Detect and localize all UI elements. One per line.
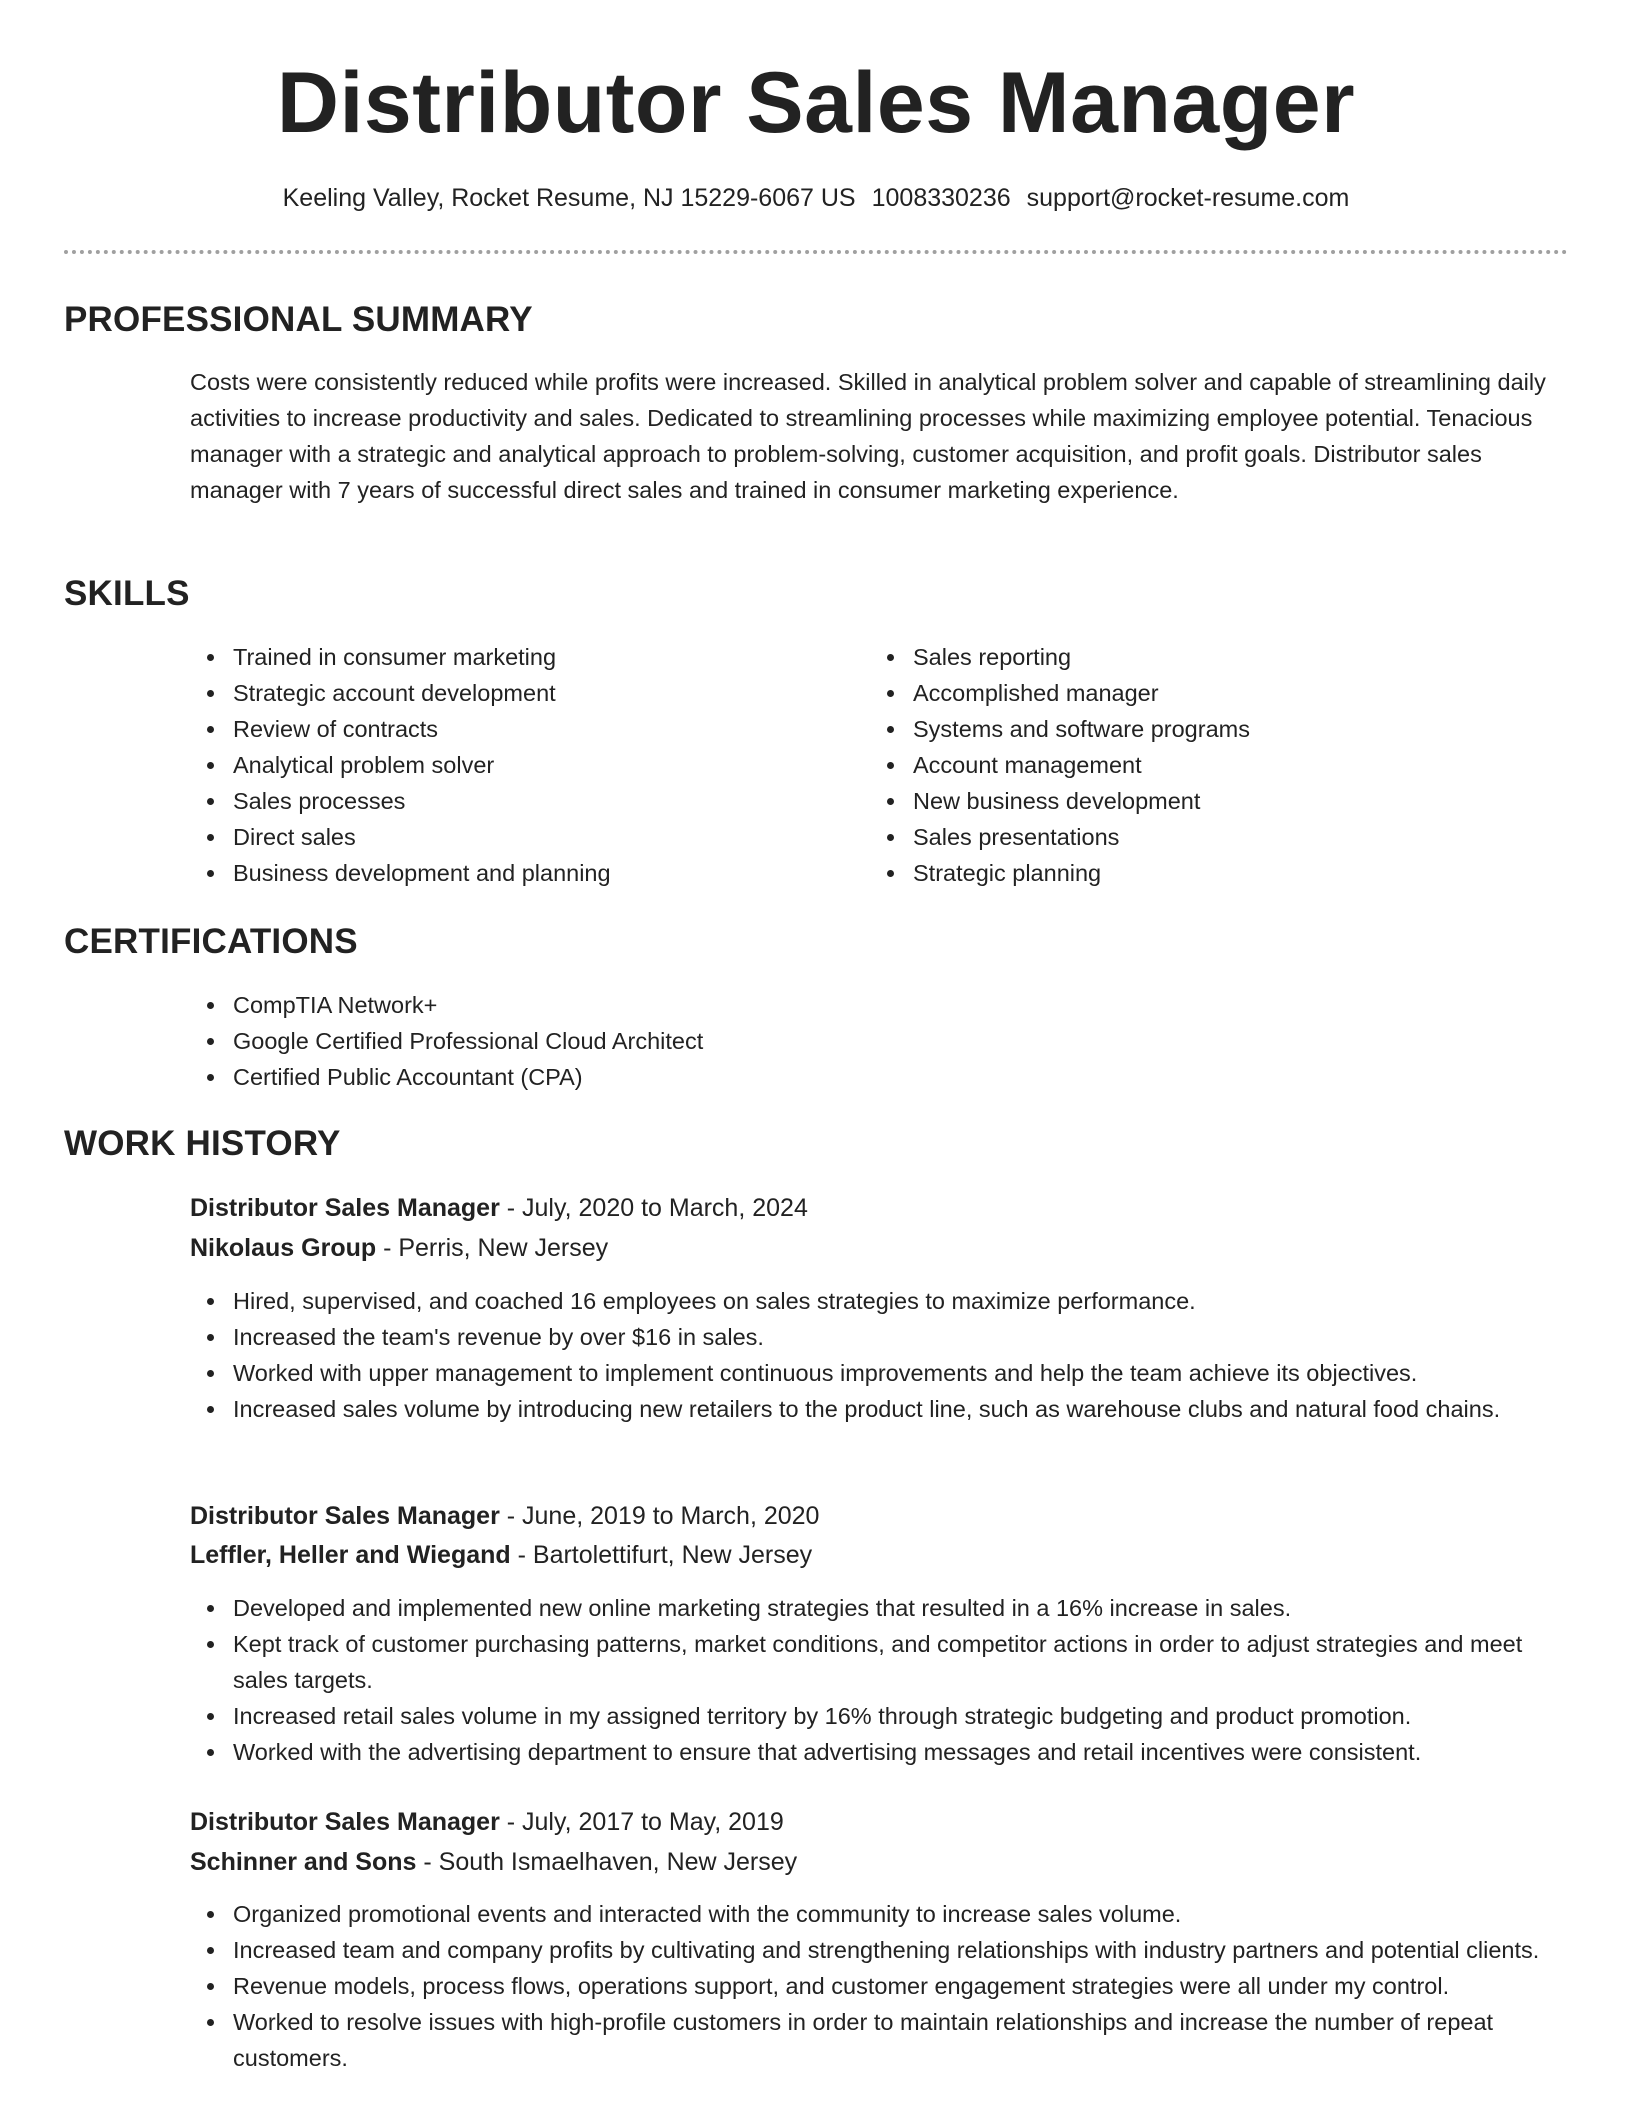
job-location: - Perris, New Jersey <box>376 1234 609 1262</box>
job-bullets <box>190 1283 1560 1427</box>
job-bullets <box>190 1590 1560 1770</box>
skill-item: Accomplished manager <box>870 675 1560 711</box>
skill-item: Business development and planning <box>190 855 830 891</box>
job-bullet: Hired, supervised, and coached 16 employees on sales strategies to maximize performance. <box>190 1283 1560 1319</box>
summary-text: Costs were consistently reduced while profits were increased. Skilled in analytical problem solver and capable of streamlining daily activities to increase productivity and sales. Dedicated to streamlining processes while maximizing employee potential. Tenacious manager with a strategic and analytical approach to problem-solving, customer acquisition, and profit goals. Distributor sales manager with 7 years of successful direct sales and trained in consumer marketing experience. <box>190 369 1546 503</box>
skill-item: Strategic planning <box>870 855 1560 891</box>
job-title-line <box>190 1498 1560 1534</box>
certification-item: Certified Public Accountant (CPA) <box>190 1059 1560 1095</box>
summary-heading: PROFESSIONAL SUMMARY <box>64 300 533 339</box>
job-bullet: Worked to resolve issues with high-profile customers in order to maintain relationships and increase the number of repeat customers. <box>190 2004 1560 2076</box>
certification-item: CompTIA Network+ <box>190 987 1560 1023</box>
job-title-line <box>190 1190 1560 1226</box>
header-divider <box>64 250 1568 254</box>
certifications-heading: CERTIFICATIONS <box>64 922 358 961</box>
job-title-line <box>190 1804 1560 1840</box>
job-dates: - July, 2017 to May, 2019 <box>499 1808 784 1836</box>
job-role: Distributor Sales Manager <box>190 1194 500 1222</box>
skill-item: Analytical problem solver <box>190 747 830 783</box>
job-bullet: Increased sales volume by introducing new retailers to the product line, such as warehouse clubs and natural food chains. <box>190 1391 1560 1427</box>
certifications-list <box>190 987 1560 1095</box>
job-company: Leffler, Heller and Wiegand <box>190 1541 511 1569</box>
skill-item: Account management <box>870 747 1560 783</box>
job-role: Distributor Sales Manager <box>190 1808 500 1836</box>
work-history-heading: WORK HISTORY <box>64 1124 341 1163</box>
skill-item: Sales reporting <box>870 639 1560 675</box>
skill-item: Review of contracts <box>190 711 830 747</box>
job-bullet: Revenue models, process flows, operations support, and customer engagement strategies were all under my control. <box>190 1968 1560 2004</box>
job-dates: - July, 2020 to March, 2024 <box>499 1194 808 1222</box>
job-bullet: Increased team and company profits by cultivating and strengthening relationships with industry partners and potential clients. <box>190 1932 1560 1968</box>
job-bullet: Kept track of customer purchasing patterns, market conditions, and competitor actions in order to adjust strategies and meet sales targets. <box>190 1626 1560 1698</box>
skills-list-right <box>870 639 1560 891</box>
contact-email: support@rocket-resume.com <box>1026 184 1350 212</box>
skills-list-left <box>190 639 830 891</box>
job-company-line <box>190 1537 1560 1573</box>
skill-item: Direct sales <box>190 819 830 855</box>
job-bullet: Worked with the advertising department to ensure that advertising messages and retail incentives were consistent. <box>190 1734 1560 1770</box>
job-bullet: Developed and implemented new online marketing strategies that resulted in a 16% increase in sales. <box>190 1590 1560 1626</box>
job-role: Distributor Sales Manager <box>190 1502 500 1530</box>
job-location: - South Ismaelhaven, New Jersey <box>416 1848 798 1876</box>
job-bullets <box>190 1896 1560 2076</box>
contact-address: Keeling Valley, Rocket Resume, NJ 15229-6067 US <box>282 184 856 212</box>
skill-item: Trained in consumer marketing <box>190 639 830 675</box>
job-bullet: Worked with upper management to implement continuous improvements and help the team achieve its objectives. <box>190 1355 1560 1391</box>
job-location: - Bartolettifurt, New Jersey <box>510 1541 813 1569</box>
resume-name: Distributor Sales Manager <box>276 55 1356 151</box>
job-company: Schinner and Sons <box>190 1848 417 1876</box>
contact-line <box>0 180 1632 216</box>
certification-item: Google Certified Professional Cloud Architect <box>190 1023 1560 1059</box>
job-company-line <box>190 1844 1560 1880</box>
job-bullet: Increased retail sales volume in my assigned territory by 16% through strategic budgeting and product promotion. <box>190 1698 1560 1734</box>
job-bullet: Organized promotional events and interacted with the community to increase sales volume. <box>190 1896 1560 1932</box>
skill-item: Strategic account development <box>190 675 830 711</box>
contact-phone: 1008330236 <box>871 184 1011 212</box>
skill-item: New business development <box>870 783 1560 819</box>
skill-item: Sales presentations <box>870 819 1560 855</box>
job-bullet: Increased the team's revenue by over $16 in sales. <box>190 1319 1560 1355</box>
job-company: Nikolaus Group <box>190 1234 377 1262</box>
skill-item: Sales processes <box>190 783 830 819</box>
skills-heading: SKILLS <box>64 574 190 613</box>
job-company-line <box>190 1230 1560 1266</box>
job-dates: - June, 2019 to March, 2020 <box>499 1502 820 1530</box>
skill-item: Systems and software programs <box>870 711 1560 747</box>
